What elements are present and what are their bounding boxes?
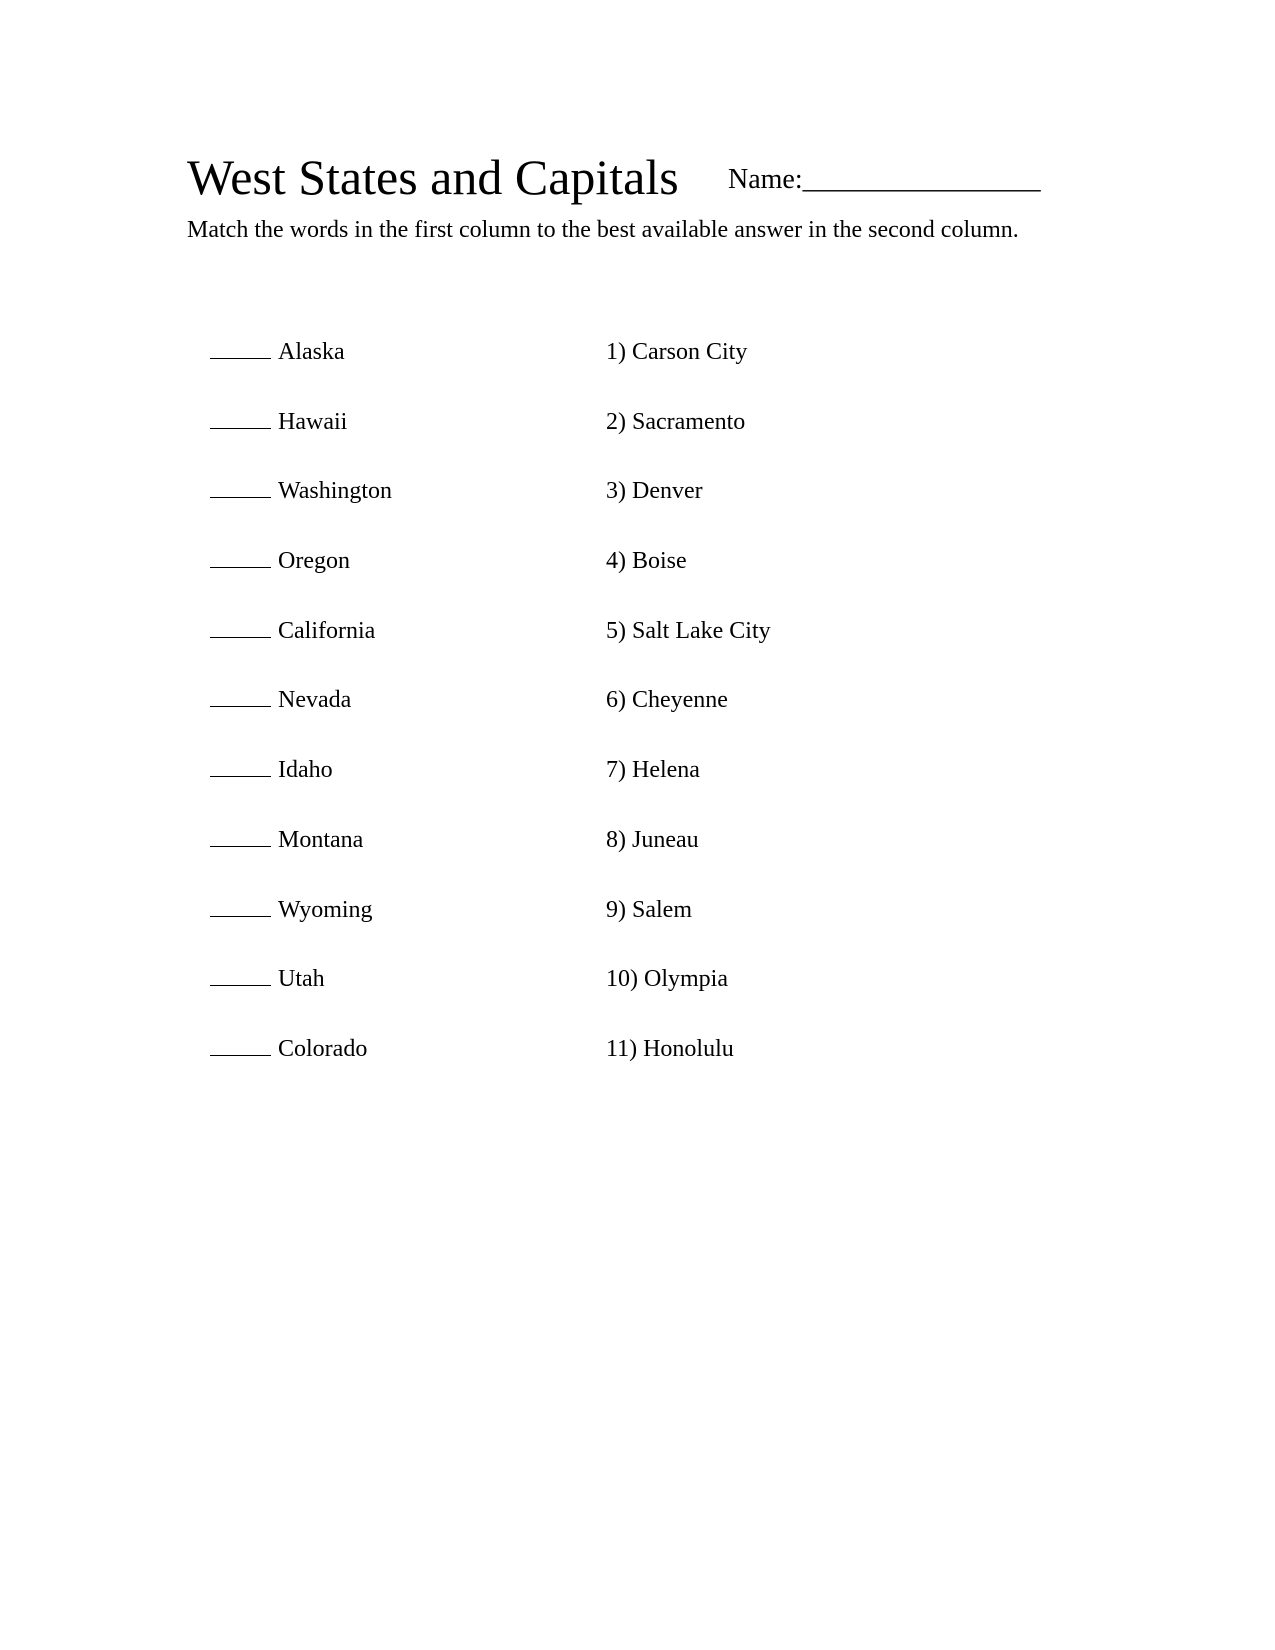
state-label: Washington <box>278 478 393 505</box>
capital-item: 7) Helena <box>606 757 700 784</box>
state-label: California <box>278 617 376 644</box>
capital-item: 4) Boise <box>606 548 687 575</box>
state-label: Hawaii <box>278 408 348 435</box>
answer-blank[interactable] <box>210 775 271 777</box>
capital-item: 3) Denver <box>606 478 703 505</box>
state-label: Montana <box>278 826 364 853</box>
answer-blank[interactable] <box>210 915 271 917</box>
state-row <box>210 758 392 828</box>
state-row <box>210 549 392 619</box>
worksheet-title: West States and Capitals <box>187 149 679 205</box>
capital-item: 10) Olympia <box>606 966 728 993</box>
answer-blank[interactable] <box>210 636 271 638</box>
state-label: Oregon <box>278 548 350 575</box>
state-label: Wyoming <box>278 896 373 923</box>
capital-item: 11) Honolulu <box>606 1035 734 1062</box>
capital-item: 1) Carson City <box>606 339 748 365</box>
states-column <box>210 340 392 1107</box>
answer-blank[interactable] <box>210 427 271 429</box>
answer-blank[interactable] <box>210 357 271 359</box>
name-field[interactable]: Name:_________________ <box>728 164 1041 195</box>
state-row <box>210 828 392 898</box>
state-row <box>210 340 392 410</box>
capital-item: 8) Juneau <box>606 826 699 853</box>
state-row <box>210 479 392 549</box>
answer-blank[interactable] <box>210 705 271 707</box>
state-label: Alaska <box>278 339 345 365</box>
capital-item: 9) Salem <box>606 896 692 923</box>
state-row <box>210 688 392 758</box>
state-row <box>210 619 392 689</box>
answer-blank[interactable] <box>210 984 271 986</box>
state-label: Utah <box>278 966 325 993</box>
capitals-column <box>606 340 771 1107</box>
state-row <box>210 410 392 480</box>
capital-item: 5) Salt Lake City <box>606 617 771 644</box>
state-row <box>210 967 392 1037</box>
capital-item: 6) Cheyenne <box>606 687 728 714</box>
answer-blank[interactable] <box>210 1054 271 1056</box>
state-label: Colorado <box>278 1035 368 1062</box>
answer-blank[interactable] <box>210 496 271 498</box>
instructions: Match the words in the first column to the best available answer in the second column. <box>187 217 1019 243</box>
state-row <box>210 1037 392 1107</box>
answer-blank[interactable] <box>210 566 271 568</box>
state-label: Idaho <box>278 757 333 784</box>
state-row <box>210 898 392 968</box>
state-label: Nevada <box>278 687 352 714</box>
answer-blank[interactable] <box>210 845 271 847</box>
capital-item: 2) Sacramento <box>606 408 746 435</box>
